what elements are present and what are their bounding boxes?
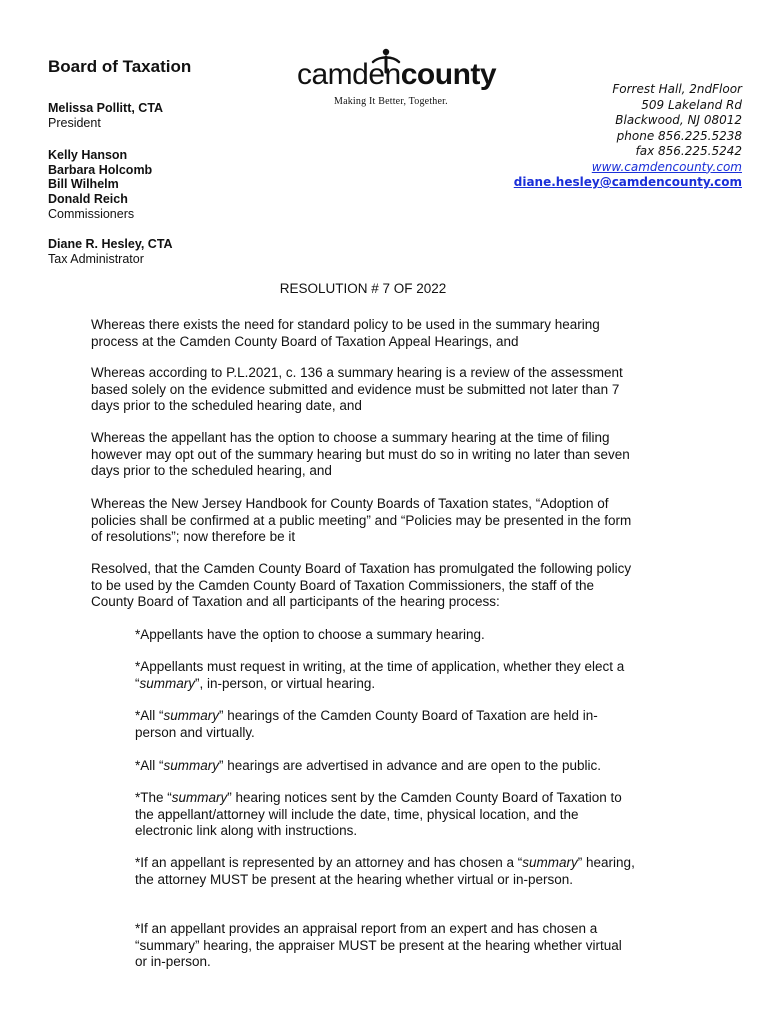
policy-text: ” hearings are advertised in advance and are open to the public. xyxy=(219,758,602,773)
website-link[interactable]: www.camdencounty.com xyxy=(591,159,742,174)
resolution-title: RESOLUTION # 7 OF 2022 xyxy=(279,281,447,296)
administrator-name: Diane R. Hesley, CTA xyxy=(48,237,173,251)
policy-item xyxy=(135,659,635,692)
policy-emphasis: summary xyxy=(163,758,220,773)
logo-county-text: county xyxy=(400,58,497,91)
policy-item xyxy=(135,708,635,741)
policy-item xyxy=(135,627,635,644)
policy-text: ” hearing notices sent by the Camden County Board of Taxation to the appellant/attorney will include the date, time, physical location, and the electronic link along with instructions. xyxy=(135,790,622,838)
whereas-paragraph xyxy=(91,496,636,546)
policy-text: ” hearing, the attorney MUST be present at the hearing whether virtual or in-person. xyxy=(135,855,635,887)
policy-emphasis: summary xyxy=(171,790,228,805)
email-link[interactable]: diane.hesley@camdencounty.com xyxy=(513,175,742,189)
commissioner-name: Bill Wilhelm xyxy=(48,177,119,191)
address-line: Blackwood, NJ 08012 xyxy=(615,113,742,127)
paragraph-text: Whereas the appellant has the option to choose a summary hearing at the time of filing however may opt out of the summary hearing but must do so in writing no later than seven days prior to the scheduled hearing, and xyxy=(91,430,630,478)
phone-number: phone 856.225.5238 xyxy=(616,128,742,143)
policy-text: *All “ xyxy=(135,758,164,773)
policy-text: *If an appellant provides an appraisal report from an expert and has chosen a “summary” hearing, the appraiser MUST be present at the hearing whether virtual or in-person. xyxy=(135,921,622,969)
logo-tagline: Making It Better, Together. xyxy=(334,96,448,107)
policy-text: *Appellants have the option to choose a summary hearing. xyxy=(135,627,485,642)
board-title: Board of Taxation xyxy=(48,57,192,76)
policy-text: ”, in-person, or virtual hearing. xyxy=(195,675,376,691)
whereas-paragraph xyxy=(91,365,636,415)
paragraph-text: Whereas according to P.L.2021, c. 136 a summary hearing is a review of the assessment based solely on the evidence submitted and evidence must be submitted not later than 7 days prior to the scheduled hearing date, and xyxy=(91,365,623,413)
policy-text: *If an appellant is represented by an attorney and has chosen a “ xyxy=(135,855,523,870)
commissioner-name: Barbara Holcomb xyxy=(48,163,153,177)
paragraph-text: Whereas there exists the need for standard policy to be used in the summary hearing process at the Camden County Board of Taxation Appeal Hearings, and xyxy=(91,317,600,349)
resolved-paragraph xyxy=(91,561,636,611)
policy-item xyxy=(135,921,635,971)
commissioner-name: Donald Reich xyxy=(48,192,128,206)
paragraph-text: Whereas the New Jersey Handbook for County Boards of Taxation states, “Adoption of policies shall be confirmed at a public meeting” and “Policies may be presented in the form of resolutions”; now therefore be it xyxy=(91,496,632,544)
policy-text: ” hearings of the Camden County Board of Taxation are held in-person and virtually. xyxy=(135,708,598,740)
policy-item xyxy=(135,855,635,888)
whereas-paragraph xyxy=(91,430,636,480)
address-line: Forrest Hall, 2ndFloor xyxy=(612,82,742,96)
fax-number: fax 856.225.5242 xyxy=(635,144,742,158)
policy-text: *The “ xyxy=(135,790,172,805)
commissioners-role: Commissioners xyxy=(48,207,135,221)
policy-emphasis: summary xyxy=(522,855,578,870)
policy-emphasis: summary xyxy=(163,708,220,723)
president-name: Melissa Pollitt, CTA xyxy=(48,101,164,115)
address-line: 509 Lakeland Rd xyxy=(641,97,742,112)
policy-item xyxy=(135,758,635,775)
policy-text: *Appellants must request in writing, at the time of application, whether they elect a “ xyxy=(135,659,625,691)
commissioner-name: Kelly Hanson xyxy=(48,148,128,162)
logo-camden-text: camden xyxy=(297,58,401,91)
president-role: President xyxy=(48,116,101,130)
address-block xyxy=(514,82,742,191)
policy-text: *All “ xyxy=(135,708,164,723)
administrator-role: Tax Administrator xyxy=(48,252,144,266)
whereas-paragraph xyxy=(91,317,636,350)
policy-item xyxy=(135,790,635,840)
paragraph-text: Resolved, that the Camden County Board of Taxation has promulgated the following policy to be used by the Camden County Board of Taxation Commissioners, the staff of the County Board of Taxation and all participants of the hearing process: xyxy=(91,561,632,609)
policy-emphasis: summary xyxy=(139,675,196,691)
